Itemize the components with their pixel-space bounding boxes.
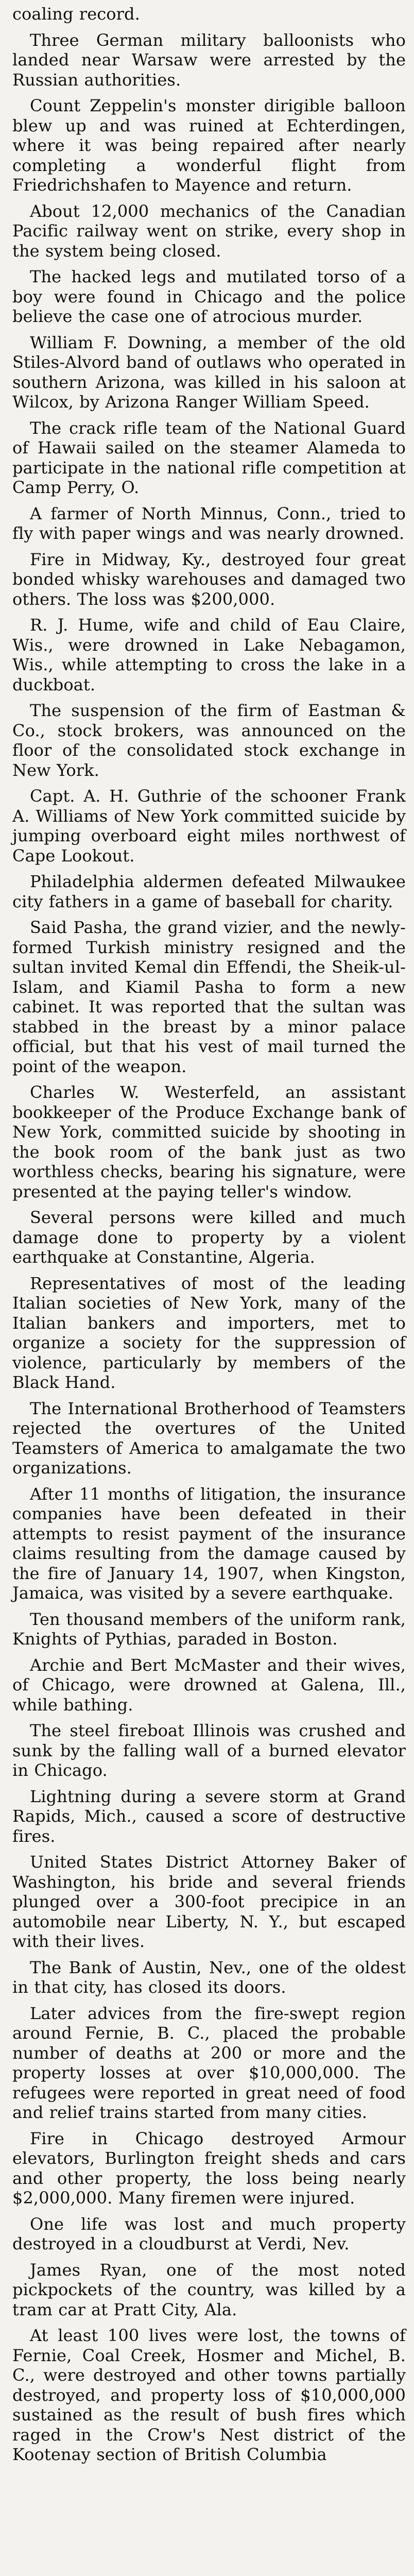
news-paragraph: The crack rifle team of the National Guard of Hawaii sailed on the steamer Alameda to participate in the national rifle competition at Camp Perry, O. <box>12 418 406 497</box>
news-paragraph: Capt. A. H. Guthrie of the schooner Frank A. Williams of New York committed suicide by jumping overboard eight miles northwest of Cape Lookout. <box>12 786 406 866</box>
news-paragraph: The International Brotherhood of Teamsters rejected the overtures of the United Teamsters of America to amalgamate the two organizations. <box>12 1398 406 1478</box>
news-paragraph: Three German military balloonists who landed near Warsaw were arrested by the Russian authorities. <box>12 30 406 90</box>
news-paragraph: At least 100 lives were lost, the towns of Fernie, Coal Creek, Hosmer and Michel, B. C., were destroyed and other towns partially destroyed, and property loss of $10,000,000 sustained as the result of bush fires which raged in the Crow's Nest district of the Kootenay section of British Columbia <box>12 2326 406 2464</box>
news-paragraph: Several persons were killed and much damage done to property by a violent earthquake at Constantine, Algeria. <box>12 1208 406 1267</box>
news-paragraph: One life was lost and much property destroyed in a cloudburst at Verdi, Nev. <box>12 2214 406 2253</box>
news-paragraph: Fire in Chicago destroyed Armour elevators, Burlington freight sheds and cars and other property, the loss being nearly $2,000,000. Many firemen were injured. <box>12 2128 406 2208</box>
news-paragraph: Lightning during a severe storm at Grand Rapids, Mich., caused a score of destructive fires. <box>12 1786 406 1846</box>
news-paragraph: R. J. Hume, wife and child of Eau Claire, Wis., were drowned in Lake Nebagamon, Wis., while attempting to cross the lake in a duckboat. <box>12 615 406 694</box>
news-paragraph: Charles W. Westerfeld, an assistant bookkeeper of the Produce Exchange bank of New York, committed suicide by shooting in the book room of the bank just as two worthless checks, bearing his signature, were presented at the paying teller's window. <box>12 1082 406 1201</box>
news-paragraph: The Bank of Austin, Nev., one of the oldest in that city, has closed its doors. <box>12 1957 406 1997</box>
news-paragraph: William F. Downing, a member of the old Stiles-Alvord band of outlaws who operated in southern Arizona, was killed in his saloon at Wilcox, by Arizona Ranger William Speed. <box>12 332 406 412</box>
news-paragraph: Count Zeppelin's monster dirigible balloon blew up and was ruined at Echterdingen, where it was being repaired after nearly completing a wonderful flight from Friedrichshafen to Mayence and return. <box>12 96 406 195</box>
news-paragraph: Ten thousand members of the uniform rank, Knights of Pythias, paraded in Boston. <box>12 1609 406 1649</box>
news-paragraph: United States District Attorney Baker of Washington, his bride and several friends plunged over a 300-foot precipice in an automobile near Liberty, N. Y., but escaped with their lives. <box>12 1852 406 1951</box>
news-paragraph: Said Pasha, the grand vizier, and the newly-formed Turkish ministry resigned and the sultan invited Kemal din Effendi, the Sheik-ul-Islam, and Kiamil Pasha to form a new cabinet. It was reported that the sultan was stabbed in the breast by a minor palace official, but that his vest of mail turned the point of the weapon. <box>12 918 406 1076</box>
news-paragraph: After 11 months of litigation, the insurance companies have been defeated in their attempts to resist payment of the insurance claims resulting from the damage caused by the fire of January 14, 1907, when Kingston, Jamaica, was visited by a severe earthquake. <box>12 1484 406 1603</box>
news-paragraph: Fire in Midway, Ky., destroyed four great bonded whisky warehouses and damaged two others. The loss was $200,000. <box>12 549 406 609</box>
news-paragraph: Philadelphia aldermen defeated Milwaukee city fathers in a game of baseball for charity. <box>12 872 406 911</box>
news-paragraph: A farmer of North Minnus, Conn., tried to fly with paper wings and was nearly drowned. <box>12 503 406 543</box>
news-paragraph: The suspension of the firm of Eastman & Co., stock brokers, was announced on the floor of the consolidated stock exchange in New York. <box>12 701 406 780</box>
news-paragraph: coaling record. <box>12 4 140 24</box>
news-paragraph: The steel fireboat Illinois was crushed and sunk by the falling wall of a burned elevator in Chicago. <box>12 1721 406 1780</box>
news-paragraph: Archie and Bert McMaster and their wives, of Chicago, were drowned at Galena, Ill., while bathing. <box>12 1655 406 1715</box>
news-paragraph: The hacked legs and mutilated torso of a boy were found in Chicago and the police believe the case one of atrocious murder. <box>12 267 406 326</box>
news-paragraph: About 12,000 mechanics of the Canadian Pacific railway went on strike, every shop in the system being closed. <box>12 201 406 261</box>
news-paragraph: Later advices from the fire-swept region around Fernie, B. C., placed the probable number of deaths at 200 or more and the property losses at over $10,000,000. The refugees were reported in great need of food and relief trains started from many cities. <box>12 2003 406 2122</box>
news-paragraph: James Ryan, one of the most noted pickpockets of the country, was killed by a tram car at Pratt City, Ala. <box>12 2260 406 2319</box>
news-paragraph: Representatives of most of the leading Italian societies of New York, many of the Italian bankers and importers, met to organize a society for the suppression of violence, particularly by members of the Black Hand. <box>12 1273 406 1392</box>
